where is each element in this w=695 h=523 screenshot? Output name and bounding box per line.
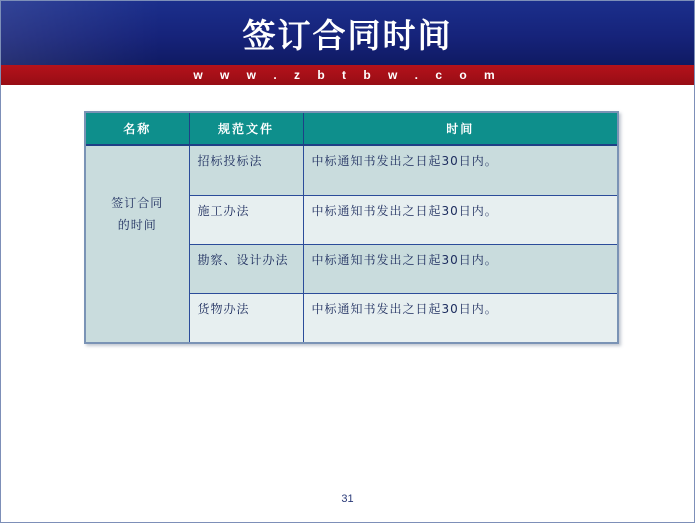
title-bar bbox=[1, 1, 694, 65]
name-cell-line-1: 签订合同 bbox=[111, 196, 164, 210]
document-cell: 勘察、设计办法 bbox=[189, 244, 303, 293]
website-url: w w w . z b t b w . c o m bbox=[193, 68, 502, 82]
time-cell: 中标通知书发出之日起30日内。 bbox=[303, 145, 617, 195]
document-cell: 货物办法 bbox=[189, 294, 303, 342]
column-header-time: 时间 bbox=[303, 113, 617, 145]
document-cell: 施工办法 bbox=[189, 195, 303, 244]
contract-time-table bbox=[84, 111, 619, 344]
document-cell: 招标投标法 bbox=[189, 145, 303, 195]
name-cell-line-2: 的时间 bbox=[117, 218, 157, 232]
slide-title: 签订合同时间 bbox=[242, 15, 453, 55]
time-cell: 中标通知书发出之日起30日内。 bbox=[303, 294, 617, 342]
table-header-row bbox=[86, 113, 617, 145]
time-cell: 中标通知书发出之日起30日内。 bbox=[303, 244, 617, 293]
url-bar bbox=[1, 65, 694, 85]
page-number: 31 bbox=[341, 493, 354, 505]
time-cell: 中标通知书发出之日起30日内。 bbox=[303, 195, 617, 244]
column-header-document: 规范文件 bbox=[189, 113, 303, 145]
name-cell bbox=[86, 145, 189, 342]
table-row bbox=[86, 145, 617, 195]
column-header-name: 名称 bbox=[86, 113, 189, 145]
